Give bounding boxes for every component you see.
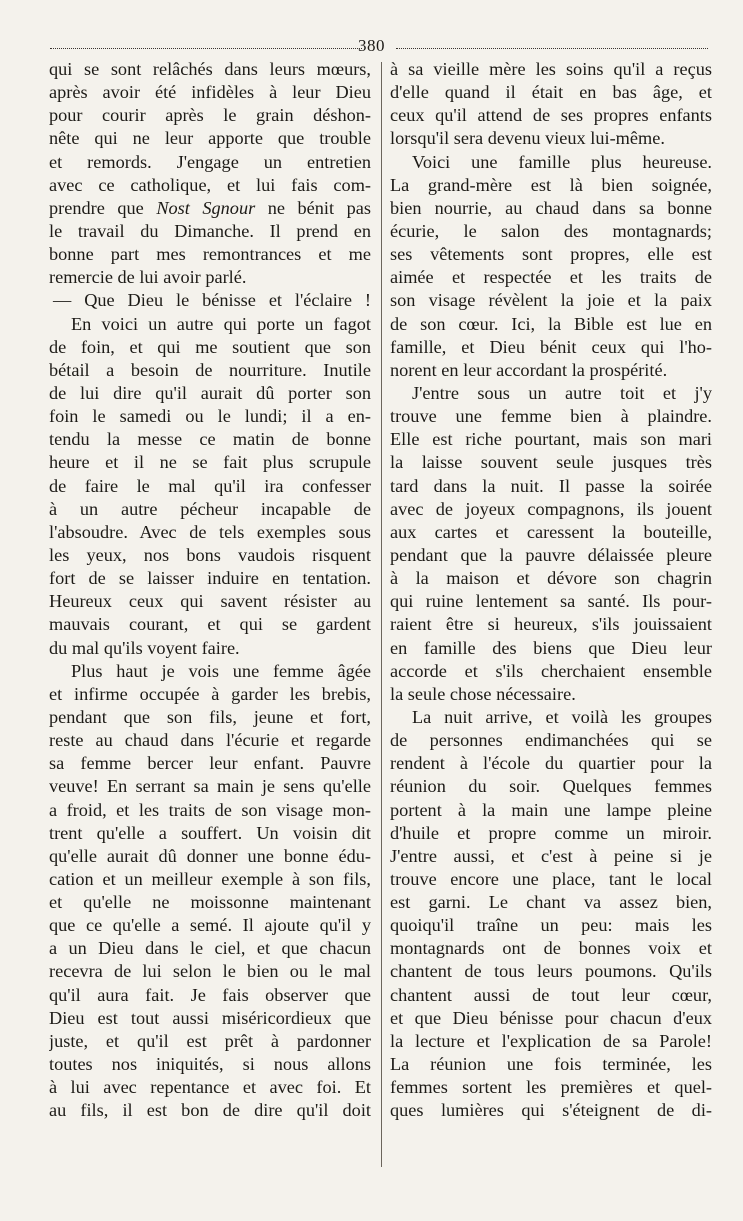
- text-line: ques lumières qui s'éteignent de di-: [390, 1100, 712, 1121]
- left-column: [49, 58, 371, 1122]
- text-line: pendant que son fils, jeune et fort,: [49, 706, 371, 727]
- text-line: remercie de lui avoir parlé.: [49, 267, 247, 288]
- text-line: et qu'elle ne moissonne maintenant: [49, 892, 371, 913]
- text-line: écurie, le salon des montagnards;: [390, 220, 712, 241]
- text-line: mauvais courant, et qui se gardent: [49, 614, 371, 635]
- text-line: sa femme bercer leur enfant. Pauvre: [49, 753, 371, 774]
- text-line: avec de joyeux compagnons, ils jouent: [390, 498, 712, 519]
- text-line: reste au chaud dans l'écurie et regarde: [49, 730, 371, 751]
- text-line: aimée et respectée et les traits de: [390, 267, 712, 288]
- text-line: rendent à l'école du quartier pour la: [390, 753, 712, 774]
- italic-term: Nost Sgnour: [156, 197, 256, 218]
- text-line: bétail a besoin de nourriture. Inutile: [49, 359, 371, 380]
- text-line: de lui dire qu'il aurait dû porter son: [49, 382, 371, 403]
- text-line: qui se sont relâchés dans leurs mœurs,: [49, 59, 371, 79]
- right-column: [390, 58, 712, 1122]
- text-line: pendant que la pauvre délaissée pleure: [390, 544, 712, 565]
- text-line: la seule chose nécessaire.: [390, 683, 576, 704]
- text-line: prendre que Nost Sgnour ne bénit pas: [49, 197, 371, 218]
- text-line: à lui avec repentance et avec foi. Et: [49, 1077, 371, 1098]
- text-line: d'elle quand il était en bas âge, et: [390, 82, 712, 103]
- text-line: Dieu est tout aussi miséricordieux que: [49, 1007, 371, 1028]
- text-line: Voici une famille plus heureuse.: [412, 151, 712, 172]
- text-line: en famille des biens que Dieu leur: [390, 637, 712, 658]
- text-line: de personnes endimanchées qui se: [390, 730, 712, 751]
- text-line: a froid, et les traits de son visage mon-: [49, 799, 371, 820]
- text-line: heure et il ne se fait plus scrupule: [49, 452, 371, 473]
- text-line: du mal qu'ils voyent faire.: [49, 637, 240, 658]
- text-line: ceux qu'il attend de ses propres enfants: [390, 105, 712, 126]
- text-line: La grand-mère est là bien soignée,: [390, 174, 712, 195]
- text-line: veuve! En serrant sa main je sens qu'elle: [49, 776, 371, 797]
- text-line: à un autre pécheur incapable de: [49, 498, 371, 519]
- text-line: trouve encore une place, tant le local: [390, 868, 712, 889]
- text-line: famille, et Dieu bénit ceux qui l'ho-: [390, 336, 712, 357]
- text-line: la lecture et l'explication de sa Parole!: [390, 1030, 712, 1051]
- text-line: J'entre aussi, et c'est à peine si je: [390, 845, 712, 866]
- text-line: de faire le mal qu'il ira confesser: [49, 475, 371, 496]
- page-number: 380: [358, 36, 385, 55]
- header-rule-left: [50, 48, 362, 49]
- text-line: avec ce catholique, et lui fais com-: [49, 174, 371, 195]
- header-rule-right: [396, 48, 708, 49]
- text-line: montagnards ont de bonnes voix et: [390, 938, 712, 959]
- text-line: ses vêtements sont propres, elle est: [390, 244, 712, 265]
- text-line: chantent de tous leurs poumons. Qu'ils: [390, 961, 712, 982]
- text-line: tard dans la nuit. Il passe la soirée: [390, 475, 712, 496]
- text-line: Heureux ceux qui savent résister au: [49, 591, 371, 612]
- text-line: quoiqu'il traîne un peu: mais les: [390, 915, 712, 936]
- text-line: trouve une femme bien à plaindre.: [390, 406, 712, 427]
- text-line: à la maison et dévore son chagrin: [390, 568, 712, 589]
- text-line: bonne part mes remontrances et me: [49, 244, 371, 265]
- text-line: femmes sortent les premières et quel-: [390, 1077, 712, 1098]
- text-line: de foin, et qui me soutient que son: [49, 336, 371, 357]
- text-line: accorde et s'ils cherchaient ensemble: [390, 660, 712, 681]
- text-line: portent à la main une lampe pleine: [390, 799, 712, 820]
- text-line: raient être si heureux, s'ils jouissaient: [390, 614, 712, 635]
- text-line: La réunion une fois terminée, les: [390, 1054, 712, 1075]
- text-line: J'entre sous un autre toit et j'y: [412, 382, 712, 403]
- text-line: tendu la messe ce matin de bonne: [49, 429, 371, 450]
- text-line: et que Dieu bénisse pour chacun d'eux: [390, 1007, 712, 1028]
- text-line: En voici un autre qui porte un fagot: [71, 313, 371, 334]
- text-line: chantent aussi de tout leur cœur,: [390, 984, 712, 1005]
- text-line: est garni. Le chant va assez bien,: [390, 892, 712, 913]
- text-line: aux cartes et caressent la bouteille,: [390, 521, 712, 542]
- text-line: qu'il aura fait. Je fais observer que: [49, 984, 371, 1005]
- text-line: les yeux, nos bons vaudois risquent: [49, 544, 371, 565]
- text-line: La nuit arrive, et voilà les groupes: [412, 706, 712, 727]
- text-line: qui ruine lentement sa santé. Ils pour-: [390, 591, 712, 612]
- text-line: d'huile et propre comme un miroir.: [390, 822, 712, 843]
- text-line: de son cœur. Ici, la Bible est lue en: [390, 313, 712, 334]
- text-line: toutes nos iniquités, si nous allons: [49, 1054, 371, 1075]
- text-line: lorsqu'il sera devenu vieux lui-même.: [390, 128, 665, 149]
- text-line: foin le samedi ou le lundi; il a en-: [49, 406, 371, 427]
- column-divider: [381, 62, 382, 1167]
- text-line: fort de se laisser induire en tentation.: [49, 568, 371, 589]
- text-line: qu'elle aurait dû donner une bonne édu-: [49, 845, 371, 866]
- text-line: recevra de lui selon le bien ou le mal: [49, 961, 371, 982]
- text-line: son visage révèlent la joie et la paix: [390, 290, 712, 311]
- text-line: la laisse souvent seule jusques très: [390, 452, 712, 473]
- text-line: et infirme occupée à garder les brebis,: [49, 683, 371, 704]
- text-line: — Que Dieu le bénisse et l'éclaire !: [53, 290, 371, 311]
- text-line: l'absoudre. Avec de tels exemples sous: [49, 521, 371, 542]
- text-line: juste, et qu'il est prêt à pardonner: [49, 1030, 371, 1051]
- text-line: norent en leur accordant la prospérité.: [390, 359, 668, 380]
- text-line: Elle est riche pourtant, mais son mari: [390, 429, 712, 450]
- text-line: trent qu'elle a souffert. Un voisin dit: [49, 822, 371, 843]
- text-line: a un Dieu dans le ciel, et que chacun: [49, 938, 371, 959]
- text-line: que ce qu'elle a semé. Il ajoute qu'il y: [49, 915, 371, 936]
- text-line: Plus haut je vois une femme âgée: [71, 660, 371, 681]
- text-line: après avoir été infidèles à leur Dieu: [49, 82, 371, 103]
- text-line: le travail du Dimanche. Il prend en: [49, 220, 371, 241]
- text-line: réunion du soir. Quelques femmes: [390, 776, 712, 797]
- text-line: nête qui ne leur apporte que trouble: [49, 128, 371, 149]
- text-line: pour courir après le grain déshon-: [49, 105, 371, 126]
- text-line: bien nourrie, au chaud dans sa bonne: [390, 197, 712, 218]
- text-line: et remords. J'engage un entretien: [49, 151, 371, 172]
- text-line: au fils, il est bon de dire qu'il doit: [49, 1100, 371, 1121]
- text-line: cation et un meilleur exemple à son fils,: [49, 868, 371, 889]
- text-line: à sa vieille mère les soins qu'il a reçus: [390, 59, 712, 79]
